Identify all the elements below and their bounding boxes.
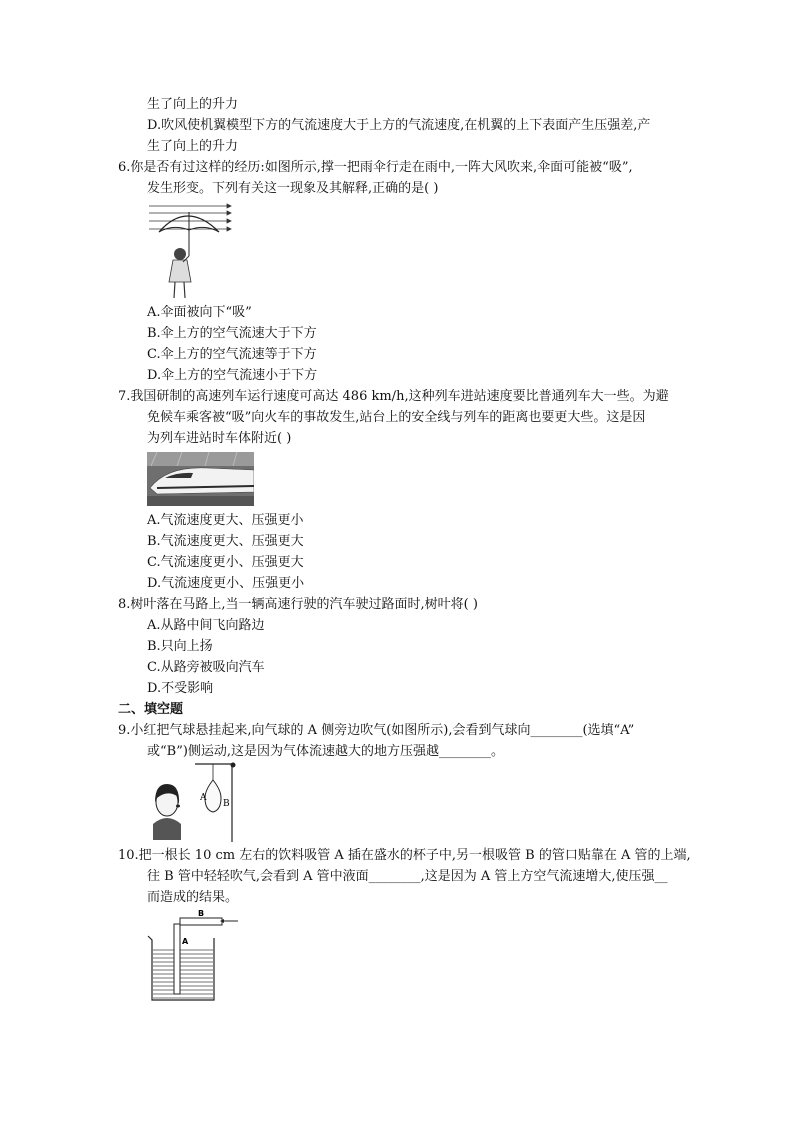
q7-option-b: B.气流速度更大、压强更大 [147, 534, 304, 549]
q10-stem-line2: 往 B 管中轻轻吹气,会看到 A 管中液面________,这是因为 A 管上方空气流速增大,使压强__ [147, 869, 668, 884]
q6-option-a: A.伞面被向下“吸” [147, 305, 252, 320]
q8-option-a: A.从路中间飞向路边 [147, 618, 265, 633]
section-title-fill-blank: 二、填空题 [118, 702, 184, 717]
q5-option-c-tail: 生了向上的升力 [147, 97, 239, 112]
q7-stem-line1: 7.我国研制的高速列车运行速度可高达 486 km/h,这种列车进站速度要比普通列车大一些。为避 [118, 389, 669, 404]
q6-stem-line1: 6.你是否有过这样的经历:如图所示,撑一把雨伞行走在雨中,一阵大风吹来,伞面可能被“吸”, [118, 160, 633, 175]
q7-stem-line2: 免候车乘客被“吸”向火车的事故发生,站台上的安全线与列车的距离也要更大些。这是因 [147, 410, 646, 425]
q9-stem-line2: 或“B”)侧运动,这是因为气体流速越大的地方压强越________。 [147, 744, 505, 759]
q6-option-c: C.伞上方的空气流速等于下方 [147, 347, 317, 362]
q6-stem-line2: 发生形变。下列有关这一现象及其解释,正确的是( ) [147, 181, 439, 196]
q9-label-a: A [200, 793, 207, 803]
q9-label-b: B [223, 799, 230, 809]
q8-stem: 8.树叶落在马路上,当一辆高速行驶的汽车驶过路面时,树叶将( ) [118, 597, 478, 612]
q7-stem-line3: 为列车进站时车体附近( ) [147, 431, 292, 446]
q5-option-d-line1: D.吹风使机翼模型下方的气流速度大于上方的气流速度,在机翼的上下表面产生压强差,产 [147, 118, 651, 133]
q10-label-a: A [182, 937, 189, 946]
train-photo [147, 452, 254, 506]
q10-label-b: B [198, 909, 205, 918]
balloon-figure [147, 760, 243, 842]
q9-stem-line1: 9.小红把气球悬挂起来,向气球的 A 侧旁边吹气(如图所示),会看到气球向________(选填“A” [118, 723, 635, 738]
umbrella-figure [147, 198, 233, 300]
q8-option-d: D.不受影响 [147, 681, 214, 696]
q7-option-d: D.气流速度更小、压强更小 [147, 576, 305, 591]
q10-stem-line1: 10.把一根长 10 cm 左右的饮料吸管 A 插在盛水的杯子中,另一根吸管 B 的管口贴靠在 A 管的上端, [118, 848, 691, 863]
q7-option-a: A.气流速度更大、压强更小 [147, 513, 304, 528]
q6-option-d: D.伞上方的空气流速小于下方 [147, 368, 318, 383]
straw-cup-figure [144, 908, 240, 1004]
q10-stem-line3: 而造成的结果。 [147, 890, 239, 905]
q8-option-b: B.只向上扬 [147, 639, 213, 654]
q5-option-d-line2: 生了向上的升力 [147, 139, 239, 154]
q6-option-b: B.伞上方的空气流速大于下方 [147, 326, 317, 341]
q8-option-c: C.从路旁被吸向汽车 [147, 660, 265, 675]
q7-option-c: C.气流速度更小、压强更大 [147, 555, 304, 570]
